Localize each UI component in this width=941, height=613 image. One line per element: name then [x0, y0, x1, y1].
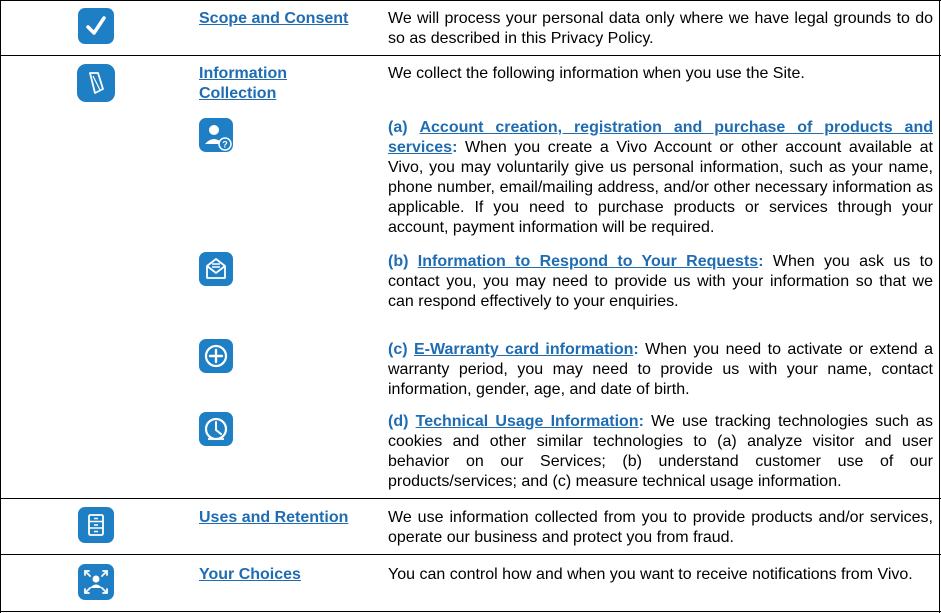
item-label: (b)	[388, 253, 409, 270]
respond-requests-link[interactable]: Information to Respond to Your Requests	[417, 253, 759, 270]
cabinet-icon	[78, 507, 114, 543]
account-creation-link[interactable]: Account creation, registration and purchase of products and services	[388, 119, 933, 156]
table-border-bottom	[0, 611, 941, 612]
svg-text:?: ?	[222, 139, 228, 150]
item-label: (a)	[388, 119, 408, 136]
item-label: (d)	[388, 413, 409, 430]
item-respond-requests	[388, 252, 933, 312]
row-divider	[0, 55, 941, 56]
table-border-top	[0, 0, 941, 1]
information-collection-title-1: Information	[199, 65, 287, 82]
people-network-icon	[78, 564, 114, 600]
plus-circle-icon	[199, 339, 233, 373]
row-divider	[0, 554, 941, 555]
clock-icon	[199, 412, 233, 446]
uses-and-retention-link[interactable]: Uses and Retention	[199, 509, 349, 526]
row-divider	[0, 498, 941, 499]
collection-intro-text: We collect the following information when you use the Site.	[388, 65, 805, 82]
information-collection-link[interactable]	[199, 64, 287, 104]
user-help-icon	[199, 118, 233, 152]
envelope-icon	[199, 252, 233, 286]
scope-and-consent-link[interactable]: Scope and Consent	[199, 10, 349, 27]
item-account-creation	[388, 118, 933, 238]
item-colon: :	[452, 139, 458, 156]
item-colon: :	[758, 253, 764, 270]
item-colon: :	[638, 413, 644, 430]
choices-text: You can control how and when you want to receive notifications from Vivo.	[388, 566, 913, 583]
table-border-left	[0, 0, 1, 613]
item-text: When you create a Vivo Account or other account available at Vivo, you may voluntarily give us personal information, such as your name, phone number, email/mailing address, and/or other necessary information as applicable. If you need to purchase products or services through your account, payment information will be required.	[388, 139, 933, 236]
document-icon	[77, 64, 115, 102]
item-technical-usage	[388, 412, 933, 492]
item-text: When you ask us to contact you, you may need to provide us with your information so that we can respond effectively to your enquiries.	[388, 253, 934, 310]
information-collection-title-2: Collection	[199, 85, 277, 102]
technical-usage-link[interactable]: Technical Usage Information	[415, 413, 639, 430]
e-warranty-link[interactable]: E-Warranty card information	[414, 341, 634, 358]
checkmark-icon	[78, 8, 114, 44]
your-choices-link[interactable]: Your Choices	[199, 566, 301, 583]
item-label: (c)	[388, 341, 408, 358]
uses-text: We use information collected from you to provide products and/or services, operate our business and protect you from fraud.	[388, 509, 933, 546]
scope-text: We will process your personal data only where we have legal grounds to do so as described in this Privacy Policy.	[388, 10, 933, 47]
table-border-right	[939, 0, 940, 613]
item-text: We use tracking technologies such as cookies and other similar technologies to (a) analyze visitor and user behavior on our Services; (b) understand customer use of our products/services; and (c) measure technical usage information.	[388, 413, 933, 490]
item-e-warranty	[388, 340, 933, 400]
item-text: When you need to activate or extend a warranty period, you may need to provide us with your name, contact information, gender, age, and date of birth.	[388, 341, 933, 398]
item-colon: :	[633, 341, 639, 358]
